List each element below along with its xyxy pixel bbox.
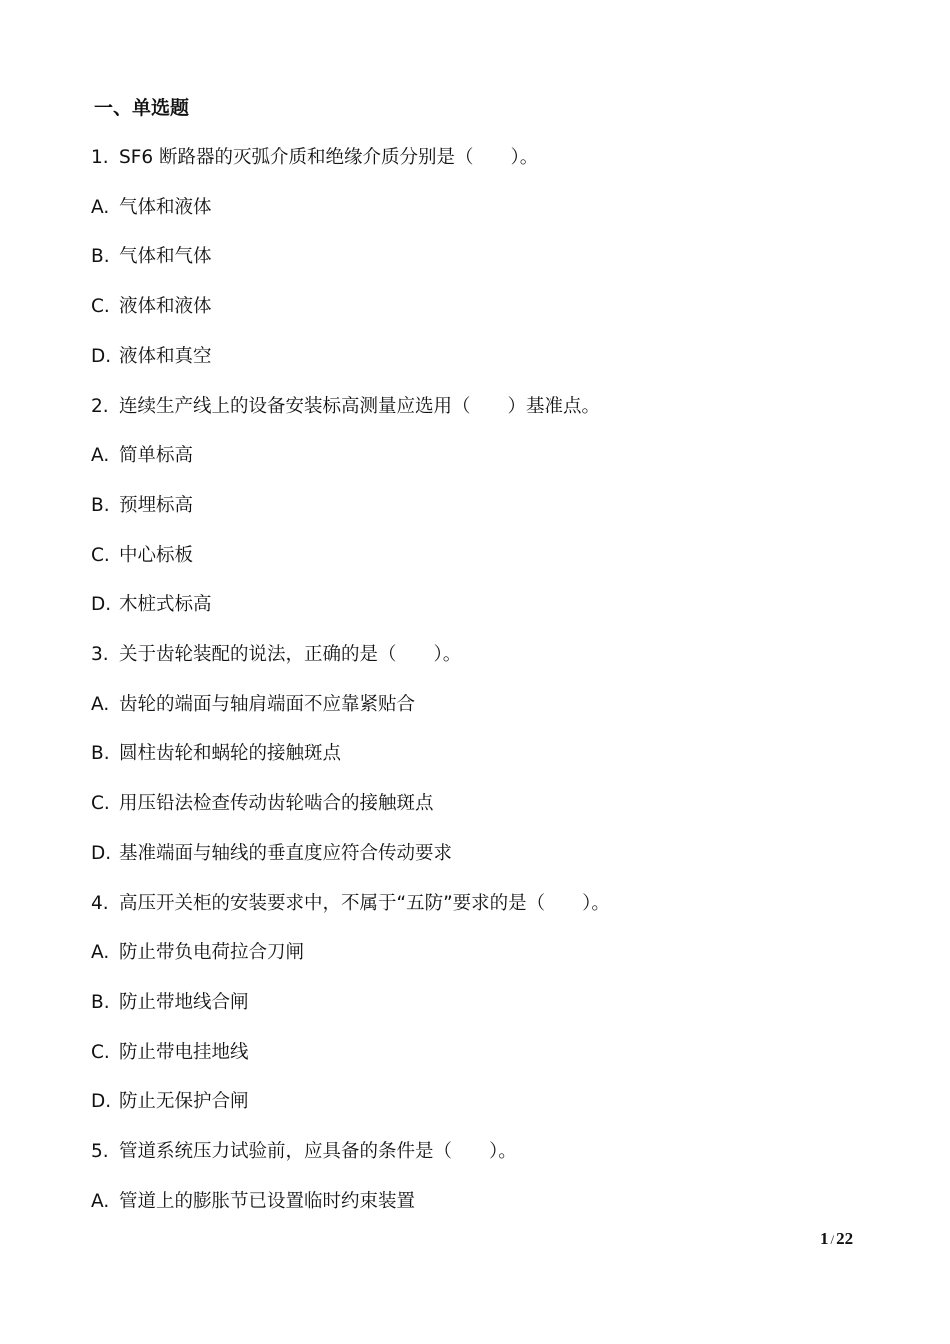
answer-option (91, 345, 212, 369)
option-text: 木桩式标高 (119, 594, 212, 616)
option-text: 防止带电挂地线 (119, 1041, 249, 1063)
page-total: 22 (836, 1229, 854, 1248)
question-number: 4. (91, 892, 109, 914)
answer-option (91, 245, 212, 269)
answer-option (91, 544, 193, 568)
answer-option (91, 1041, 249, 1065)
answer-option (91, 593, 212, 617)
question-text: 关于齿轮装配的说法，正确的是（ ）。 (119, 644, 462, 665)
option-text: 液体和真空 (119, 345, 212, 367)
option-letter: A. (91, 445, 110, 467)
option-text: 气体和液体 (119, 196, 212, 218)
question-text: 管道系统压力试验前，应具备的条件是（ ）。 (119, 1141, 517, 1162)
question-stem (91, 1140, 517, 1164)
option-text: 中心标板 (119, 544, 194, 566)
question-stem (91, 146, 538, 170)
answer-option (91, 792, 434, 816)
question-number: 3. (91, 644, 109, 665)
option-text: 齿轮的端面与轴肩端面不应靠紧贴合 (119, 693, 416, 715)
question-text: SF6 断路器的灭弧介质和绝缘介质分别是（ ）。 (119, 147, 539, 168)
answer-option (91, 941, 304, 965)
option-letter: C. (91, 793, 110, 815)
question-stem (91, 643, 461, 667)
option-text: 圆柱齿轮和蜗轮的接触斑点 (119, 743, 342, 765)
question-number: 5. (91, 1141, 109, 1162)
option-text: 预埋标高 (119, 494, 194, 516)
question-stem (91, 892, 610, 916)
option-letter: B. (91, 246, 110, 268)
answer-option (91, 444, 193, 468)
option-letter: D. (91, 842, 112, 864)
page-current: 1 (820, 1229, 829, 1248)
option-text: 防止无保护合闸 (119, 1091, 249, 1113)
page-separator: / (830, 1232, 835, 1247)
question-number: 1. (91, 147, 109, 168)
option-letter: B. (91, 991, 110, 1013)
answer-option (91, 742, 341, 766)
answer-option (91, 1190, 415, 1214)
option-text: 简单标高 (119, 445, 194, 467)
question-text: 连续生产线上的设备安装标高测量应选用（ ）基准点。 (119, 395, 601, 417)
option-letter: D. (91, 594, 112, 616)
question-number: 2. (91, 395, 109, 417)
option-text: 液体和液体 (119, 296, 212, 318)
option-letter: A. (91, 693, 110, 715)
question-text: 高压开关柜的安装要求中，不属于“五防”要求的是（ ）。 (119, 892, 610, 914)
answer-option (91, 295, 212, 319)
option-letter: C. (91, 1041, 110, 1063)
option-letter: A. (91, 1190, 110, 1212)
option-text: 基准端面与轴线的垂直度应符合传动要求 (119, 842, 453, 864)
option-text: 管道上的膨胀节已设置临时约束装置 (119, 1190, 416, 1212)
option-letter: B. (91, 743, 110, 765)
answer-option (91, 494, 193, 518)
option-letter: A. (91, 942, 110, 964)
question-stem (91, 395, 600, 419)
answer-option (91, 1090, 249, 1114)
option-text: 防止带地线合闸 (119, 991, 249, 1013)
answer-option (91, 196, 212, 220)
option-letter: C. (91, 296, 110, 318)
answer-option (91, 842, 452, 866)
option-letter: D. (91, 345, 112, 367)
option-text: 气体和气体 (119, 246, 212, 268)
page-number (820, 1228, 853, 1251)
option-text: 用压铅法检查传动齿轮啮合的接触斑点 (119, 793, 434, 815)
answer-option (91, 991, 249, 1015)
answer-option (91, 693, 415, 717)
option-letter: D. (91, 1091, 112, 1113)
option-letter: C. (91, 544, 110, 566)
section-title: 一、单选题 (94, 97, 190, 119)
option-letter: A. (91, 196, 110, 218)
option-text: 防止带负电荷拉合刀闸 (119, 942, 305, 964)
option-letter: B. (91, 494, 110, 516)
